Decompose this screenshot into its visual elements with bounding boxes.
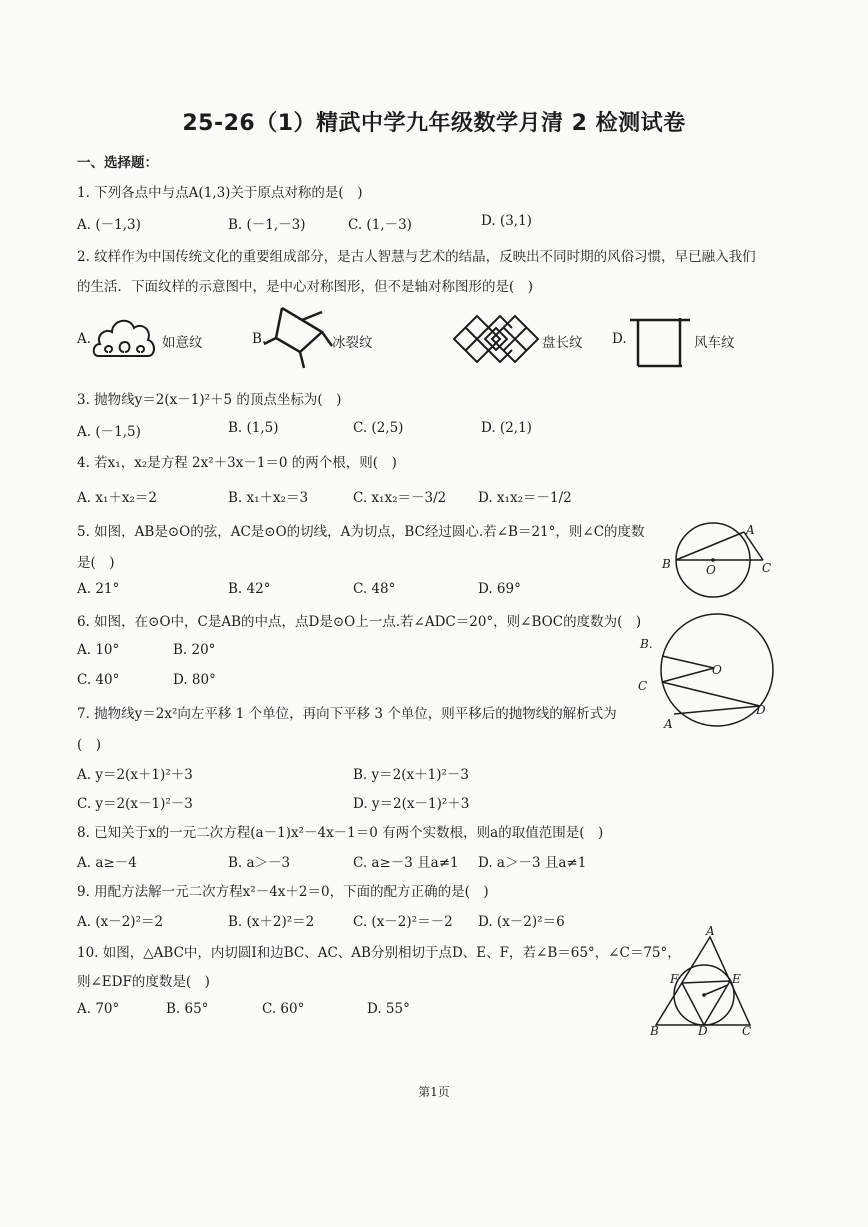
- question-3-option-c: C. (2,5): [353, 420, 404, 436]
- question-10-triangle-figure: [642, 925, 762, 1037]
- q10-label-f: F: [670, 972, 679, 986]
- q10-label-e: E: [732, 972, 741, 986]
- question-2-option-a-label: 如意纹: [162, 335, 203, 351]
- question-2-option-b-label: 冰裂纹: [332, 335, 373, 351]
- question-10-stem-line-1: 10. 如图，△ABC中，内切圆I和边BC、AC、AB分别相切于点D、E、F，若∠B＝65°，∠C＝75°，: [77, 945, 681, 961]
- q6-label-a: A: [664, 717, 673, 731]
- ice-crack-pattern-figure: [262, 304, 334, 370]
- question-8-option-d: D. a＞－3 且a≠1: [478, 855, 587, 871]
- question-9-option-c: C. (x－2)²＝－2: [353, 914, 453, 930]
- q5-label-b: B: [662, 557, 671, 571]
- q6-label-b: B.: [640, 637, 653, 651]
- question-6-option-a: A. 10°: [77, 642, 120, 658]
- question-8-option-c: C. a≥－3 且a≠1: [353, 855, 459, 871]
- question-2-option-a-letter: A.: [77, 331, 92, 347]
- question-5-option-b: B. 42°: [228, 581, 271, 597]
- question-2-option-c-label: 盘长纹: [542, 335, 583, 351]
- windmill-pattern-figure: [624, 314, 694, 370]
- question-3-option-d: D. (2,1): [481, 420, 532, 436]
- question-8-option-a: A. a≥－4: [77, 855, 137, 871]
- question-7-stem-line-1: 7. 抛物线y＝2x²向左平移 1 个单位，再向下平移 3 个单位，则平移后的抛物线的解析式为: [77, 706, 617, 722]
- question-7-option-d: D. y＝2(x－1)²＋3: [353, 796, 470, 812]
- question-9-option-b: B. (x＋2)²＝2: [228, 914, 315, 930]
- question-2-option-d-label: 风车纹: [694, 335, 735, 351]
- q10-label-d: D: [698, 1024, 708, 1038]
- ruyi-pattern-figure: [90, 312, 160, 368]
- question-6-circle-figure: [632, 610, 782, 734]
- question-1-option-c: C. (1,－3): [348, 217, 412, 233]
- question-10-option-d: D. 55°: [367, 1001, 410, 1017]
- question-5-circle-figure: [658, 520, 778, 602]
- question-3-stem: 3. 抛物线y＝2(x－1)²＋5 的顶点坐标为( ): [77, 392, 342, 408]
- q6-label-d: D: [756, 703, 766, 717]
- question-8-option-b: B. a＞－3: [228, 855, 291, 871]
- question-2-stem-line-2: 的生活．下面纹样的示意图中，是中心对称图形，但不是轴对称图形的是( ): [77, 279, 534, 295]
- question-9-option-d: D. (x－2)²＝6: [478, 914, 565, 930]
- question-10-stem-line-2: 则∠EDF的度数是( ): [77, 974, 210, 990]
- question-5-stem-line-2: 是( ): [77, 555, 115, 571]
- q6-label-c: C: [638, 679, 648, 693]
- question-2-option-d-letter: D.: [612, 331, 627, 347]
- question-5-option-d: D. 69°: [478, 581, 521, 597]
- question-1-option-a: A. (－1,3): [77, 217, 141, 233]
- question-1-stem: 1. 下列各点中与点A(1,3)关于原点对称的是( ): [77, 185, 363, 201]
- question-6-stem: 6. 如图，在⊙O中，C是AB的中点，点D是⊙O上一点.若∠ADC＝20°，则∠BOC的度数为( ): [77, 614, 642, 630]
- question-10-option-c: C. 60°: [262, 1001, 305, 1017]
- question-5-option-c: C. 48°: [353, 581, 396, 597]
- question-5-option-a: A. 21°: [77, 581, 120, 597]
- q6-label-o: O: [712, 663, 722, 677]
- q10-label-c: C: [742, 1024, 752, 1038]
- question-7-option-c: C. y＝2(x－1)²－3: [77, 796, 193, 812]
- page-title: 25-26（1）精武中学九年级数学月清 2 检测试卷: [182, 111, 686, 136]
- question-9-stem: 9. 用配方法解一元二次方程x²－4x＋2＝0，下面的配方正确的是( ): [77, 884, 489, 900]
- question-2-option-b-letter: B.: [252, 331, 267, 347]
- section-heading: 一、选择题：: [77, 155, 158, 171]
- question-6-option-b: B. 20°: [173, 642, 216, 658]
- question-10-option-a: A. 70°: [77, 1001, 120, 1017]
- question-4-stem: 4. 若x₁，x₂是方程 2x²＋3x－1＝0 的两个根，则( ): [77, 455, 397, 471]
- q5-label-a: A: [746, 523, 755, 537]
- question-4-option-a: A. x₁＋x₂＝2: [77, 490, 157, 506]
- question-10-option-b: B. 65°: [166, 1001, 209, 1017]
- question-8-stem: 8. 已知关于x的一元二次方程(a－1)x²－4x－1＝0 有两个实数根，则a的取值范围是( ): [77, 825, 604, 841]
- question-6-option-d: D. 80°: [173, 672, 216, 688]
- question-3-option-a: A. (－1,5): [77, 424, 141, 440]
- question-6-option-c: C. 40°: [77, 672, 120, 688]
- question-4-option-b: B. x₁＋x₂＝3: [228, 490, 309, 506]
- question-1-option-b: B. (－1,－3): [228, 217, 306, 233]
- q10-label-b: B: [650, 1024, 659, 1038]
- q5-label-c: C: [762, 561, 772, 575]
- page-number: 第1页: [418, 1085, 450, 1099]
- question-2-stem-line-1: 2. 纹样作为中国传统文化的重要组成部分，是古人智慧与艺术的结晶，反映出不同时期的风俗习惯，早已融入我们: [77, 249, 756, 265]
- question-9-option-a: A. (x－2)²＝2: [77, 914, 164, 930]
- question-5-stem-line-1: 5. 如图，AB是⊙O的弦，AC是⊙O的切线，A为切点，BC经过圆心.若∠B＝21°，则∠C的度数: [77, 524, 645, 540]
- question-1-option-d: D. (3,1): [481, 213, 532, 229]
- question-7-option-a: A. y＝2(x＋1)²＋3: [77, 767, 193, 783]
- question-4-option-d: D. x₁x₂＝－1/2: [478, 490, 572, 506]
- question-7-option-b: B. y＝2(x＋1)²－3: [353, 767, 469, 783]
- endless-knot-pattern-figure: [450, 312, 542, 366]
- q10-label-a: A: [706, 924, 715, 938]
- question-4-option-c: C. x₁x₂＝－3/2: [353, 490, 447, 506]
- question-7-stem-line-2: ( ): [77, 737, 102, 753]
- question-3-option-b: B. (1,5): [228, 420, 279, 436]
- q5-label-o: O: [706, 563, 716, 577]
